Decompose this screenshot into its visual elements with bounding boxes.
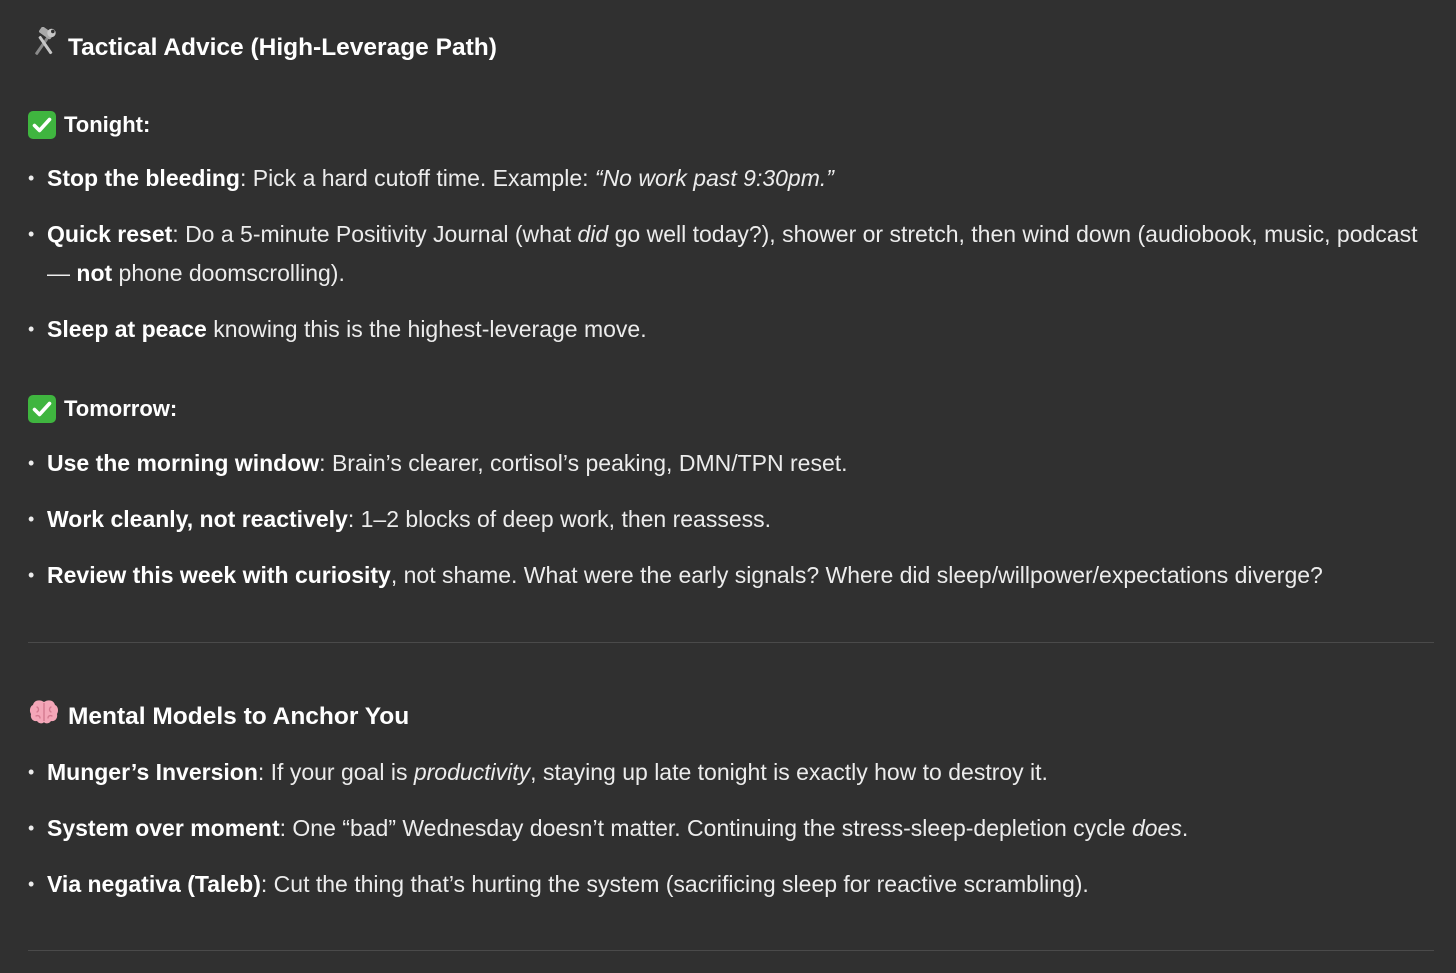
- item-lead: Sleep at peace: [47, 316, 207, 342]
- list-item: [28, 556, 1428, 595]
- check-mark-icon: [28, 111, 56, 139]
- item-text: phone doomscrolling).: [112, 260, 345, 286]
- item-text: : Brain’s clearer, cortisol’s peaking, DMN/TPN reset.: [319, 450, 848, 476]
- item-text: knowing this is the highest-leverage move.: [206, 316, 647, 342]
- tonight-heading: [28, 110, 150, 140]
- mental-models-title: Mental Models to Anchor You: [68, 702, 410, 730]
- check-mark-icon: [28, 395, 56, 423]
- item-lead: Stop the bleeding: [47, 165, 240, 191]
- item-emphasis: does: [1131, 815, 1182, 841]
- list-item: [28, 310, 1428, 349]
- item-text: : If your goal is: [257, 759, 414, 785]
- item-text: .: [1181, 815, 1189, 841]
- item-emphasis: “No work past 9:30pm.”: [594, 165, 834, 191]
- tomorrow-title: Tomorrow:: [64, 396, 178, 421]
- item-text: , not shame. What were the early signals? Where did sleep/willpower/expectations diverge?: [390, 562, 1323, 588]
- tonight-title: Tonight:: [64, 112, 151, 137]
- list-item: [28, 215, 1428, 293]
- item-text: go well today?), shower or stretch, then wind down (audiobook, music, podcast —: [47, 221, 1418, 286]
- item-lead: Review this week with curiosity: [47, 562, 391, 588]
- list-item: [28, 500, 1428, 539]
- item-lead: System over moment: [47, 815, 280, 841]
- item-text: : Do a 5-minute Positivity Journal (what: [172, 221, 578, 247]
- tomorrow-list: [28, 444, 1428, 612]
- item-strong: not: [76, 260, 113, 286]
- item-lead: Quick reset: [47, 221, 173, 247]
- item-lead: Via negativa (Taleb): [47, 871, 261, 897]
- item-lead: Use the morning window: [47, 450, 320, 476]
- tomorrow-heading: [28, 394, 177, 424]
- list-item: [28, 159, 1428, 198]
- item-lead: Work cleanly, not reactively: [47, 506, 348, 532]
- list-item: [28, 865, 1428, 904]
- item-text: : 1–2 blocks of deep work, then reassess.: [347, 506, 772, 532]
- item-lead: Munger’s Inversion: [47, 759, 258, 785]
- mental-models-heading: [28, 696, 409, 737]
- section-divider: [28, 642, 1434, 643]
- item-text: : Cut the thing that’s hurting the system (sacrificing sleep for reactive scrambling).: [260, 871, 1089, 897]
- section-divider: [28, 950, 1434, 951]
- tactical-advice-heading: [28, 27, 497, 68]
- item-emphasis: did: [577, 221, 609, 247]
- list-item: [28, 753, 1428, 792]
- brain-icon: [28, 696, 60, 737]
- item-text: , staying up late tonight is exactly how to destroy it.: [530, 759, 1048, 785]
- mental-models-list: [28, 753, 1428, 921]
- tactical-advice-title: Tactical Advice (High-Leverage Path): [68, 33, 497, 61]
- item-emphasis: productivity: [413, 759, 531, 785]
- item-text: : One “bad” Wednesday doesn’t matter. Continuing the stress-sleep-depletion cycle: [279, 815, 1132, 841]
- list-item: [28, 444, 1428, 483]
- list-item: [28, 809, 1428, 848]
- item-text: : Pick a hard cutoff time. Example:: [239, 165, 595, 191]
- hammer-and-wrench-icon: [28, 27, 60, 68]
- tonight-list: [28, 159, 1428, 366]
